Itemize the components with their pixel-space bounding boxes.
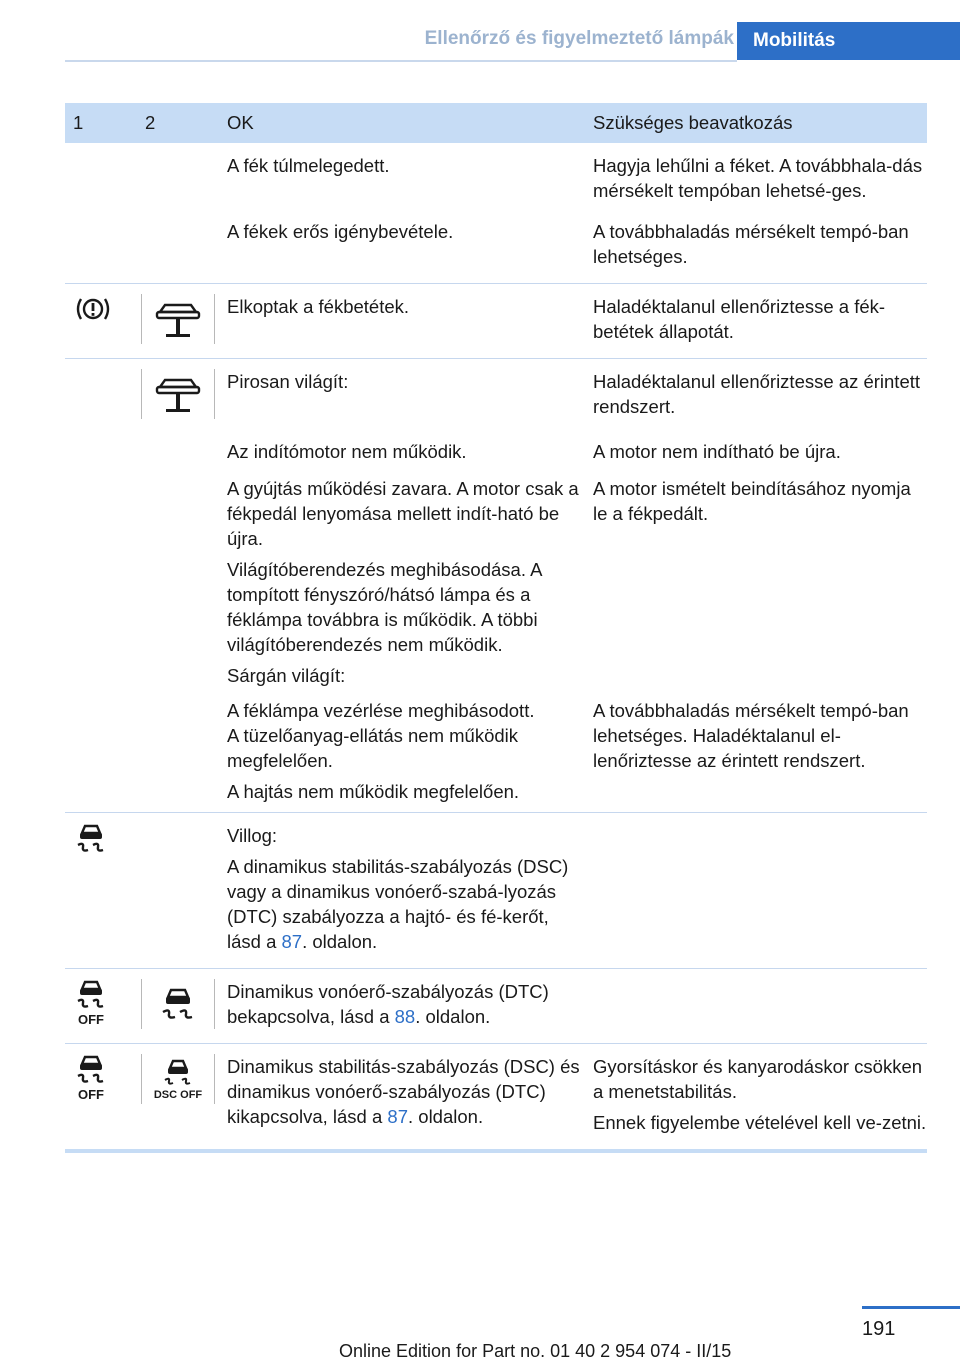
cause-text: Sárgán világít: bbox=[227, 665, 346, 686]
cause-text: Dinamikus vonóerő-szabályozás (DTC) bekapcsolva, lásd a 88. oldalon. bbox=[227, 981, 549, 1027]
warning-lamps-table bbox=[65, 103, 927, 1153]
table-row bbox=[65, 812, 927, 968]
dsc-off-icon bbox=[73, 1054, 109, 1102]
page-number: 191 bbox=[862, 1318, 896, 1340]
col-header-ok: OK bbox=[227, 112, 254, 133]
cause-text: A fékek erős igénybevétele. bbox=[227, 221, 454, 242]
dsc-off-label: DSC OFF bbox=[153, 1089, 203, 1101]
lift-car-icon bbox=[148, 296, 208, 342]
table-row bbox=[65, 1043, 927, 1149]
lift-car-icon bbox=[148, 371, 208, 417]
col-header-1: 1 bbox=[73, 112, 84, 133]
dtc-car-icon bbox=[148, 981, 208, 1027]
action-text: A motor nem indítható be újra. bbox=[593, 441, 841, 462]
svg-text:OFF: OFF bbox=[78, 1087, 104, 1102]
action-text: Hagyja lehűlni a féket. A továbbhala-dás mérsékelt tempóban lehetsé-ges. bbox=[593, 155, 923, 201]
action-text: A továbbhaladás mérsékelt tempó-ban lehetséges. Haladéktalanul el-lenőriztesse az érintett rendszert. bbox=[593, 700, 909, 771]
page-link-87[interactable]: 87 bbox=[387, 1106, 408, 1127]
cause-text: A tüzelőanyag-ellátás nem működik megfelelően. bbox=[227, 725, 519, 771]
cause-text: Pirosan világít: bbox=[227, 371, 349, 392]
table-bottom-rule bbox=[65, 1149, 927, 1153]
dsc-off-text-icon bbox=[148, 1056, 208, 1102]
header-rule bbox=[65, 60, 737, 62]
table-row bbox=[65, 466, 927, 696]
brake-warning-icon bbox=[73, 294, 113, 324]
table-row bbox=[65, 968, 927, 1043]
page-link-88[interactable]: 88 bbox=[394, 1006, 416, 1027]
cause-text: A hajtás nem működik megfelelően. bbox=[227, 781, 520, 802]
chapter-tab: Mobilitás bbox=[737, 22, 960, 60]
cause-title: Villog: bbox=[227, 825, 278, 846]
section-title: Ellenőrző és figyelmeztető lámpák bbox=[424, 28, 734, 49]
table-row bbox=[65, 283, 927, 358]
page-link-87[interactable]: 87 bbox=[281, 931, 303, 952]
col-header-action: Szükséges beavatkozás bbox=[593, 112, 793, 133]
action-text: Ennek figyelembe vételével kell ve-zetni. bbox=[593, 1112, 927, 1133]
dsc-skid-icon bbox=[73, 823, 109, 855]
table-row bbox=[65, 358, 927, 433]
dsc-off-icon bbox=[73, 979, 109, 1027]
cause-text: A dinamikus stabilitás-szabályozás (DSC) vagy a dinamikus vonóerő-szabá-lyozás (DTC) szabályozza a hajtó- és fé-kerőt, lásd a 87. oldalon. bbox=[227, 856, 569, 952]
action-text: A motor ismételt beindításához nyomja le a fékpedált. bbox=[593, 478, 911, 524]
cause-text: A féklámpa vezérlése meghibásodott. bbox=[227, 700, 535, 721]
action-text: Haladéktalanul ellenőriztesse az érintett rendszert. bbox=[593, 371, 921, 417]
cause-text: Elkoptak a fékbetétek. bbox=[227, 296, 410, 317]
cause-text: Világítóberendezés meghibásodása. A tompított fényszóró/hátsó lámpa és a féklámpa továbbra is működik. A többi világítóberendezés nem működik. bbox=[227, 559, 542, 655]
edition-text: Online Edition for Part no. 01 40 2 954 074 - II/15 bbox=[339, 1341, 732, 1361]
table-row bbox=[65, 209, 927, 283]
footer-rule bbox=[862, 1306, 960, 1309]
action-text: Gyorsításkor és kanyarodáskor csökken a menetstabilitás. bbox=[593, 1056, 923, 1102]
cause-text: A gyújtás működési zavara. A motor csak a fékpedál lenyomása mellett indít-ható be újra. bbox=[227, 478, 579, 549]
svg-text:OFF: OFF bbox=[78, 1012, 104, 1027]
action-text: Haladéktalanul ellenőriztesse a fék-betétek állapotát. bbox=[593, 296, 886, 342]
action-text: A továbbhaladás mérsékelt tempó-ban lehetséges. bbox=[593, 221, 909, 267]
table-header bbox=[65, 103, 927, 143]
cause-text: Az indítómotor nem működik. bbox=[227, 441, 467, 462]
table-row bbox=[65, 688, 927, 812]
cause-text: A fék túlmelegedett. bbox=[227, 155, 390, 176]
table-row bbox=[65, 143, 927, 217]
cause-text: Dinamikus stabilitás-szabályozás (DSC) és dinamikus vonóerő-szabályozás (DTC) kikapcsolva, lásd a 87. oldalon. bbox=[227, 1056, 580, 1127]
col-header-2: 2 bbox=[145, 112, 156, 133]
